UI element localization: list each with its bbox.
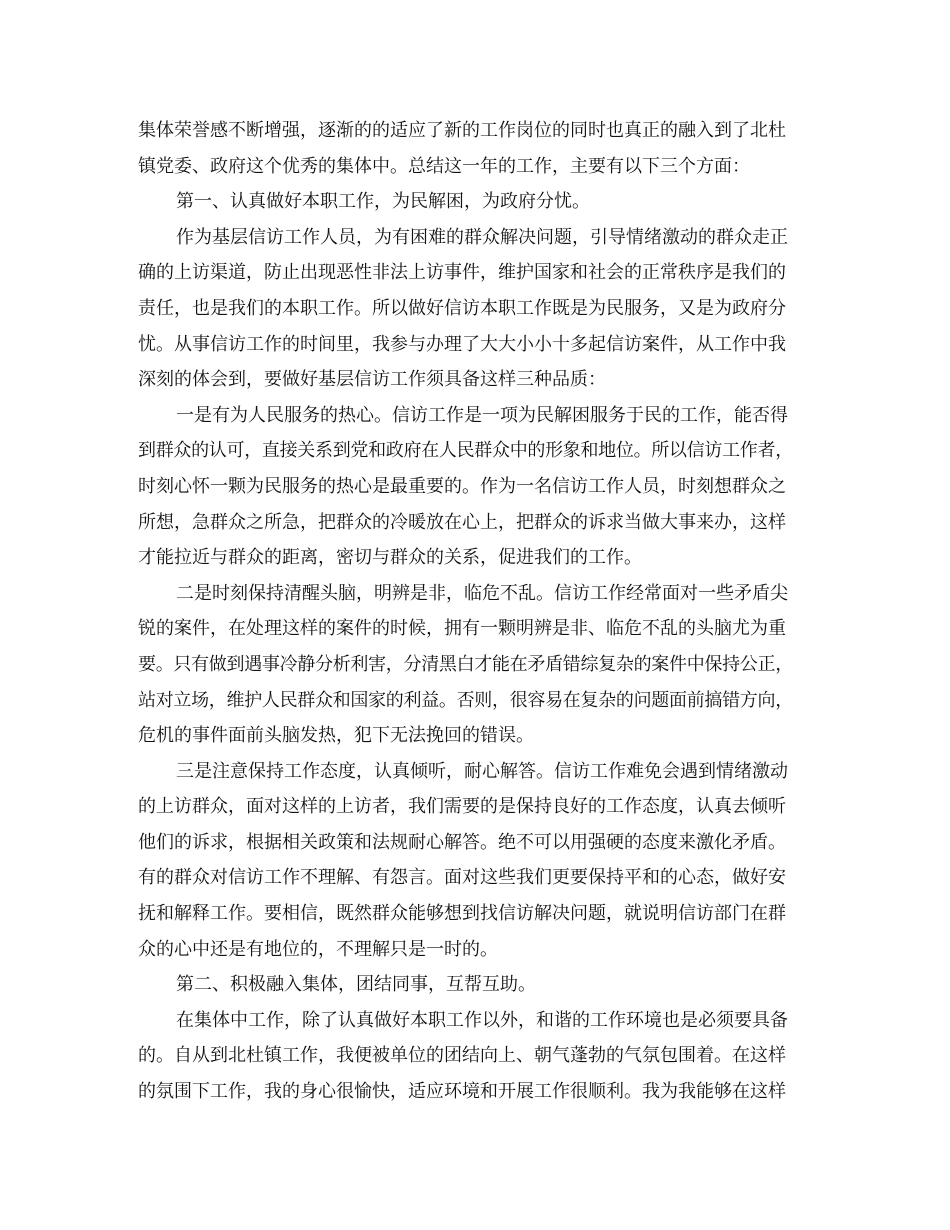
text-line: 的氛围下工作，我的身心很愉快，适应环境和开展工作很顺利。我为我能够在这样: [138, 1081, 786, 1103]
text-line: 深刻的体会到，要做好基层信访工作须具备这样三种品质：: [138, 369, 606, 391]
section-heading: 第一、认真做好本职工作，为民解困，为政府分忧。: [176, 191, 590, 213]
text-line: 所想，急群众之所急，把群众的冷暖放在心上，把群众的诉求当做大事来办，这样: [138, 511, 786, 533]
text-line: 危机的事件面前头脑发热，犯下无法挽回的错误。: [138, 725, 534, 747]
text-line: 的。自从到北杜镇工作，我便被单位的团结向上、朝气蓬勃的气氛包围着。在这样: [138, 1045, 786, 1067]
text-line: 忧。从事信访工作的时间里，我参与办理了大大小小十多起信访案件，从工作中我: [138, 333, 786, 355]
text-line: 三是注意保持工作态度，认真倾听，耐心解答。信访工作难免会遇到情绪激动: [176, 760, 788, 782]
text-line: 到群众的认可，直接关系到党和政府在人民群众中的形象和地位。所以信访工作者，: [138, 440, 793, 462]
text-line: 作为基层信访工作人员，为有困难的群众解决问题，引导情绪激动的群众走正: [176, 226, 788, 248]
document-body: [138, 113, 812, 1110]
text-line: 镇党委、政府这个优秀的集体中。总结这一年的工作，主要有以下三个方面：: [138, 155, 750, 177]
text-line: 众的心中还是有地位的，不理解只是一时的。: [138, 938, 498, 960]
text-line: 他们的诉求，根据相关政策和法规耐心解答。绝不可以用强硬的态度来激化矛盾。: [138, 831, 786, 853]
text-line: 责任，也是我们的本职工作。所以做好信访本职工作既是为民服务，又是为政府分: [138, 297, 786, 319]
text-line: 一是有为人民服务的热心。信访工作是一项为民解困服务于民的工作，能否得: [176, 404, 788, 426]
text-line: 要。只有做到遇事冷静分析利害，分清黑白才能在矛盾错综复杂的案件中保持公正，: [138, 653, 793, 675]
text-line: 才能拉近与群众的距离，密切与群众的关系，促进我们的工作。: [138, 547, 642, 569]
text-line: 站对立场，维护人民群众和国家的利益。否则，很容易在复杂的问题面前搞错方向，: [138, 689, 793, 711]
text-line: 时刻心怀一颗为民服务的热心是最重要的。作为一名信访工作人员，时刻想群众之: [138, 475, 786, 497]
text-line: 确的上访渠道，防止出现恶性非法上访事件，维护国家和社会的正常秩序是我们的: [138, 262, 786, 284]
text-line: 抚和解释工作。要相信，既然群众能够想到找信访解决问题，就说明信访部门在群: [138, 903, 786, 925]
text-line: 有的群众对信访工作不理解、有怨言。面对这些我们更要保持平和的心态，做好安: [138, 867, 786, 889]
text-line: 集体荣誉感不断增强，逐渐的的适应了新的工作岗位的同时也真正的融入到了北杜: [138, 120, 786, 141]
section-heading: 第二、积极融入集体，团结同事，互帮互助。: [176, 974, 536, 996]
text-line: 的上访群众，面对这样的上访者，我们需要的是保持良好的工作态度，认真去倾听: [138, 796, 786, 818]
text-line: 二是时刻保持清醒头脑，明辨是非，临危不乱。信访工作经常面对一些矛盾尖: [176, 582, 788, 604]
text-line: 锐的案件，在处理这样的案件的时候，拥有一颗明辨是非、临危不乱的头脑尤为重: [138, 618, 786, 640]
text-line: 在集体中工作，除了认真做好本职工作以外，和谐的工作环境也是必须要具备: [176, 1009, 788, 1031]
